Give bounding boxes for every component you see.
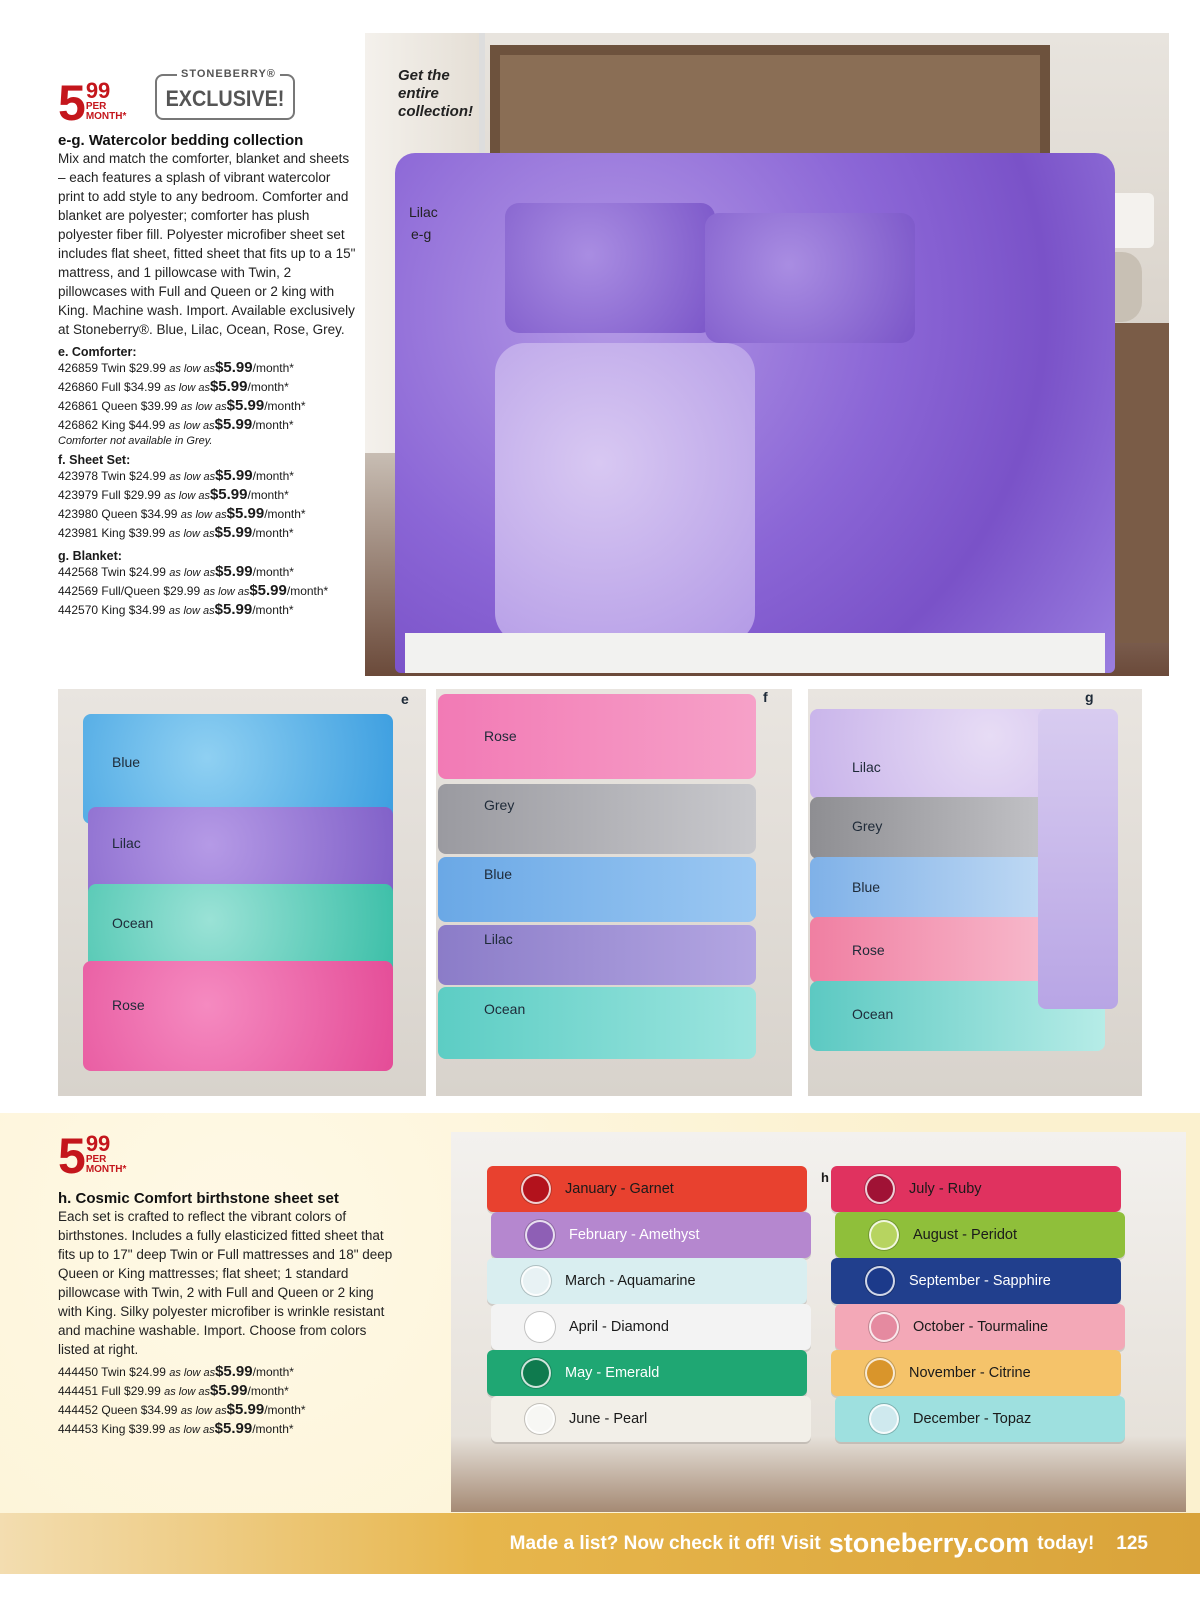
sku-number: 426860 <box>58 380 99 394</box>
gem-icon <box>869 1404 899 1434</box>
label-g-rose: Rose <box>852 942 885 958</box>
birthstone-sheet <box>491 1304 811 1350</box>
sku-amount: $5.99 <box>215 1363 253 1380</box>
sku-amount: $5.99 <box>209 486 248 503</box>
sku-number: 423978 <box>58 469 99 483</box>
sku-note: Comforter not available in Grey. <box>58 435 213 447</box>
sku-size: Full <box>98 380 121 394</box>
label-e-rose: Rose <box>112 997 145 1013</box>
sku-price: $29.99 <box>120 1384 165 1398</box>
sku-as-low-as: as low as <box>164 1386 210 1398</box>
sku-per-month: /month* <box>264 1403 306 1417</box>
sku-row <box>58 416 358 435</box>
price-dollars: 5 <box>58 1128 84 1184</box>
birthstone-sheet <box>487 1350 807 1396</box>
birthstone-sheet <box>835 1396 1125 1442</box>
footer-today: today! <box>1037 1532 1095 1554</box>
exclusive-badge <box>155 68 295 120</box>
sku-size: King <box>98 1422 126 1436</box>
sku-number: 423981 <box>58 526 99 540</box>
sku-price: $39.99 <box>125 526 169 540</box>
sku-price: $24.99 <box>125 565 170 579</box>
sku-as-low-as: as low as <box>168 1424 215 1436</box>
birthstone-label: June - Pearl <box>569 1411 648 1427</box>
label-f-grey: Grey <box>484 797 515 813</box>
sku-row <box>58 486 358 505</box>
panel-letter-g: g <box>1085 689 1094 705</box>
label-e-lilac: Lilac <box>112 835 141 851</box>
sku-groups <box>58 345 358 620</box>
sku-as-low-as: as low as <box>203 586 250 598</box>
sku-per-month: /month* <box>252 603 294 617</box>
sku-as-low-as: as low as <box>168 528 215 540</box>
birthstone-sheet <box>491 1212 811 1258</box>
sku-per-month: /month* <box>247 1384 289 1398</box>
birthstone-sheet <box>831 1350 1121 1396</box>
price-cents: 99 <box>85 78 111 103</box>
birthstone-sheet <box>831 1258 1121 1304</box>
sku-number: 442570 <box>58 603 99 617</box>
birthstone-label: April - Diamond <box>569 1319 669 1335</box>
pillow-left <box>505 203 715 333</box>
fold-rose <box>83 961 393 1071</box>
exclusive-text: EXCLUSIVE! <box>165 86 285 111</box>
blanket-drape <box>1038 709 1118 1009</box>
label-f-ocean: Ocean <box>484 1001 526 1017</box>
birthstone-label: January - Garnet <box>565 1181 674 1197</box>
birthstone-label: May - Emerald <box>565 1365 660 1381</box>
sku-as-low-as: as low as <box>180 1405 227 1417</box>
label-f-rose: Rose <box>484 728 517 744</box>
price-badge-2 <box>58 1128 127 1184</box>
sku-row <box>58 563 358 582</box>
callout-line-3: collection! <box>398 103 474 120</box>
sku-per-month: /month* <box>252 1365 294 1379</box>
gem-icon <box>869 1220 899 1250</box>
sku-number: 444450 <box>58 1365 99 1379</box>
sku-price: $39.99 <box>125 1422 169 1436</box>
price-per: PER <box>85 101 107 112</box>
sku-number: 423979 <box>58 488 99 502</box>
sku-number: 444451 <box>58 1384 99 1398</box>
sku-amount: $5.99 <box>215 359 253 376</box>
gem-icon <box>865 1174 895 1204</box>
price-per: PER <box>85 1154 107 1165</box>
sku-as-low-as: as low as <box>168 420 215 432</box>
label-g-blue: Blue <box>852 879 881 895</box>
sku-amount: $5.99 <box>214 1420 253 1437</box>
comforter <box>395 153 1115 673</box>
sku-per-month: /month* <box>252 1422 294 1436</box>
footer-message: Made a list? Now check it off! Visit <box>509 1532 821 1554</box>
sku-per-month: /month* <box>252 526 294 540</box>
product-info-2 <box>58 1190 398 1439</box>
sku-amount: $5.99 <box>214 416 253 433</box>
birthstone-label: February - Amethyst <box>569 1227 700 1243</box>
birthstone-label: August - Peridot <box>913 1227 1017 1243</box>
sku-number: 442569 <box>58 584 99 598</box>
sku-row <box>58 397 358 416</box>
sku-row <box>58 1420 398 1439</box>
sku-per-month: /month* <box>252 361 294 375</box>
sku-number: 426861 <box>58 399 99 413</box>
sku-group-head: f. Sheet Set: <box>58 453 131 467</box>
price-cents: 99 <box>85 1131 111 1156</box>
sku-size: King <box>98 603 126 617</box>
sku-as-low-as: as low as <box>169 567 216 579</box>
product-title: h. Cosmic Comfort birthstone sheet set <box>58 1190 339 1207</box>
sku-as-low-as: as low as <box>168 605 215 617</box>
sku-price: $24.99 <box>125 1365 170 1379</box>
sku-size: Queen <box>98 399 138 413</box>
sku-per-month: /month* <box>264 507 306 521</box>
product-title: e-g. Watercolor bedding collection <box>58 132 304 149</box>
price-dollars: 5 <box>58 75 84 131</box>
sku-price: $34.99 <box>125 603 169 617</box>
sku-number: 444453 <box>58 1422 99 1436</box>
sku-row <box>58 1363 398 1382</box>
birthstone-label: November - Citrine <box>909 1365 1031 1381</box>
birthstone-sheet <box>487 1166 807 1212</box>
sku-group-head: g. Blanket: <box>58 549 122 563</box>
sku-amount: $5.99 <box>226 1401 265 1418</box>
sku-size: Full <box>98 1384 121 1398</box>
sku-amount: $5.99 <box>209 1382 248 1399</box>
sku-price: $29.99 <box>160 584 204 598</box>
sku-amount: $5.99 <box>214 601 253 618</box>
sku-per-month: /month* <box>252 565 294 579</box>
sku-row <box>58 505 358 524</box>
sku-size: Queen <box>98 507 138 521</box>
fold-grey <box>438 784 756 854</box>
sku-amount: $5.99 <box>215 563 253 580</box>
birthstone-photo <box>451 1132 1186 1512</box>
sku-price: $29.99 <box>125 361 170 375</box>
gem-icon <box>865 1266 895 1296</box>
sku-size: King <box>98 526 126 540</box>
product-description: Each set is crafted to reflect the vibrant colors of birthstones. Includes a fully elasticized fitted sheet that fits up to 17" deep Twin or Full mattresses and 18" deep Queen or King mattresses; flat sheet; 1 standard pillowcase with Twin, 2 with Full and Queen or 2 king with King. Silky polyester microfiber is wrinkle resistant and machine washable. Import. Choose from colors listed at right. <box>58 1209 393 1357</box>
sku-price: $29.99 <box>120 488 165 502</box>
sku-row <box>58 1401 398 1420</box>
gem-icon <box>521 1266 551 1296</box>
gem-icon <box>521 1174 551 1204</box>
sku-row <box>58 601 358 620</box>
sku-row <box>58 524 358 543</box>
sku-row <box>58 359 358 378</box>
sku-number: 426859 <box>58 361 99 375</box>
sku-row <box>58 467 358 486</box>
sku-size: King <box>98 418 126 432</box>
sku-as-low-as: as low as <box>180 401 227 413</box>
sku-rows <box>58 1363 398 1439</box>
throw-blanket <box>495 343 755 643</box>
sku-as-low-as: as low as <box>169 471 216 483</box>
footer-site-link[interactable]: stoneberry.com <box>828 1528 1030 1558</box>
gem-icon <box>865 1358 895 1388</box>
label-e-ocean: Ocean <box>112 915 154 931</box>
label-g-grey: Grey <box>852 818 883 834</box>
sku-number: 423980 <box>58 507 99 521</box>
sku-as-low-as: as low as <box>164 490 210 502</box>
birthstone-label: October - Tourmaline <box>913 1319 1049 1335</box>
sku-size: Twin <box>98 1365 126 1379</box>
sku-per-month: /month* <box>247 488 289 502</box>
birthstone-label: December - Topaz <box>913 1411 1032 1427</box>
sku-amount: $5.99 <box>226 397 265 414</box>
birthstone-sheet <box>835 1304 1125 1350</box>
callout <box>398 67 473 121</box>
birthstone-sheet <box>835 1212 1125 1258</box>
pillow-right <box>705 213 915 343</box>
sku-size: Full <box>98 488 121 502</box>
footer-bar <box>0 1513 1200 1574</box>
gem-icon <box>525 1404 555 1434</box>
callout-line-2: entire <box>398 85 439 102</box>
gem-icon <box>525 1220 555 1250</box>
panel-letter-f: f <box>763 689 768 705</box>
sku-number: 444452 <box>58 1403 99 1417</box>
sku-size: Full/Queen <box>98 584 161 598</box>
sku-size: Twin <box>98 565 126 579</box>
sku-price: $34.99 <box>137 507 181 521</box>
gem-icon <box>869 1312 899 1342</box>
sku-row <box>58 378 358 397</box>
sku-price: $34.99 <box>120 380 165 394</box>
sku-per-month: /month* <box>252 469 294 483</box>
callout-line-1: Get the <box>398 67 450 84</box>
gem-icon <box>521 1358 551 1388</box>
sku-size: Twin <box>98 361 126 375</box>
sku-row <box>58 1382 398 1401</box>
sku-per-month: /month* <box>252 418 294 432</box>
label-g-ocean: Ocean <box>852 1006 894 1022</box>
sku-group-head: e. Comforter: <box>58 345 137 359</box>
sku-amount: $5.99 <box>249 582 287 599</box>
birthstone-sheet <box>491 1396 811 1442</box>
birthstone-label: July - Ruby <box>909 1181 982 1197</box>
birthstone-sheet <box>831 1166 1121 1212</box>
price-month: MONTH* <box>85 1164 127 1175</box>
label-f-blue: Blue <box>484 866 513 882</box>
birthstone-sheet <box>487 1258 807 1304</box>
sku-per-month: /month* <box>264 399 306 413</box>
bed-photo <box>365 33 1169 676</box>
price-badge-1 <box>58 75 127 131</box>
sku-price: $24.99 <box>125 469 170 483</box>
panel-g-blankets <box>808 689 1142 1096</box>
sku-price: $44.99 <box>125 418 169 432</box>
sku-amount: $5.99 <box>209 378 248 395</box>
birthstone-label: September - Sapphire <box>909 1273 1051 1289</box>
label-e-blue: Blue <box>112 754 141 770</box>
sku-as-low-as: as low as <box>169 1367 216 1379</box>
bed-skirt <box>405 633 1105 673</box>
sku-as-low-as: as low as <box>180 509 227 521</box>
sku-size: Queen <box>98 1403 138 1417</box>
bed-item-label: e-g <box>411 226 432 242</box>
fold-ocean <box>438 987 756 1059</box>
sku-price: $39.99 <box>137 399 181 413</box>
sku-amount: $5.99 <box>214 524 253 541</box>
product-description: Mix and match the comforter, blanket and sheets – each features a splash of vibrant watercolor print to add style to any bedroom. Comforter and blanket are polyester; comforter has plush polyester fiber fill. Polyester microfiber sheet set includes flat sheet, fitted sheet that fits up to a 15" mattress, and 1 pillowcase with Twin, 2 pillowcases with Full and Queen or 2 king with King. Machine wash. Import. Available exclusively at Stoneberry®. Blue, Lilac, Ocean, Rose, Grey. <box>58 151 356 337</box>
sku-per-month: /month* <box>286 584 329 598</box>
panel-letter-h: h <box>821 1170 829 1185</box>
sku-number: 426862 <box>58 418 99 432</box>
price-month: MONTH* <box>85 111 127 122</box>
sku-amount: $5.99 <box>226 505 265 522</box>
bed-color-label: Lilac <box>409 204 438 220</box>
sku-amount: $5.99 <box>215 467 253 484</box>
exclusive-brand: STONEBERRY® <box>177 68 280 80</box>
birthstone-label: March - Aquamarine <box>565 1273 696 1289</box>
sku-as-low-as: as low as <box>164 382 210 394</box>
label-f-lilac: Lilac <box>484 931 513 947</box>
page-number: 125 <box>1116 1532 1148 1554</box>
sku-row <box>58 582 358 601</box>
gem-icon <box>525 1312 555 1342</box>
sku-price: $34.99 <box>137 1403 181 1417</box>
sku-size: Twin <box>98 469 126 483</box>
sku-number: 442568 <box>58 565 99 579</box>
panel-e-comforters <box>58 689 426 1096</box>
label-g-lilac: Lilac <box>852 759 881 775</box>
product-info-1 <box>58 132 358 620</box>
panel-f-sheets <box>436 689 792 1096</box>
sku-per-month: /month* <box>247 380 289 394</box>
panel-letter-e: e <box>401 691 409 707</box>
sku-as-low-as: as low as <box>169 363 216 375</box>
